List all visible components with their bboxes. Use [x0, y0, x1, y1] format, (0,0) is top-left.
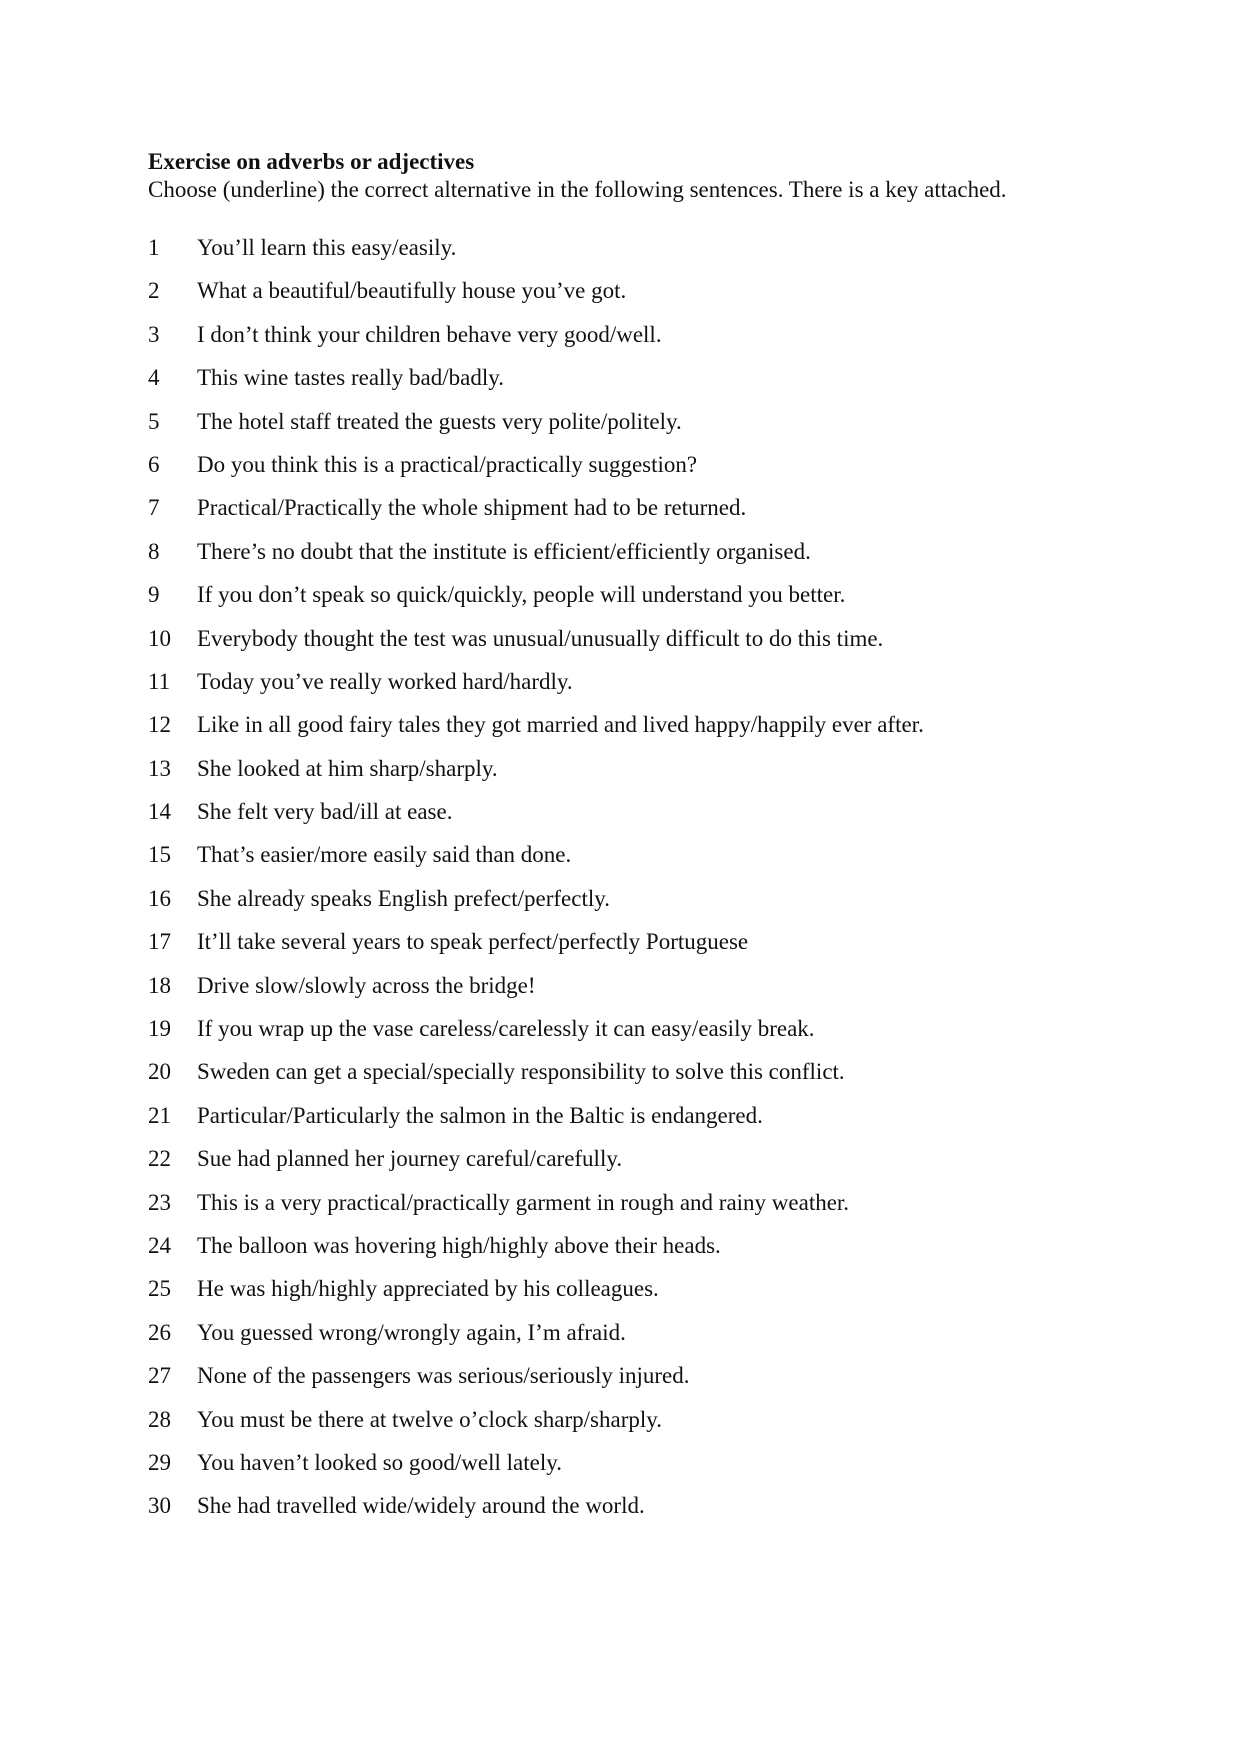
exercise-number: 18 [148, 972, 171, 998]
exercise-number: 19 [148, 1016, 171, 1042]
exercise-number: 11 [148, 668, 171, 694]
exercise-sentence: Do you think this is a practical/practically suggestion? [197, 451, 698, 477]
exercise-sentence: Today you’ve really worked hard/hardly. [197, 668, 573, 694]
exercise-sentence: Sweden can get a special/specially responsibility to solve this conflict. [197, 1059, 845, 1085]
exercise-sentence: This wine tastes really bad/badly. [197, 365, 505, 391]
exercise-number: 17 [148, 929, 171, 955]
exercise-sentence: Practical/Practically the whole shipment had to be returned. [197, 495, 747, 521]
exercise-number: 26 [148, 1319, 171, 1345]
exercise-number: 4 [148, 365, 160, 391]
exercise-sentence: Drive slow/slowly across the bridge! [197, 972, 536, 998]
exercise-number: 13 [148, 755, 171, 781]
exercise-number: 8 [148, 538, 160, 564]
exercise-number: 24 [148, 1232, 171, 1258]
exercise-sentence: Particular/Particularly the salmon in the Baltic is endangered. [197, 1102, 763, 1128]
exercise-number: 20 [148, 1059, 171, 1085]
exercise-sentence: She felt very bad/ill at ease. [197, 799, 453, 825]
exercise-sentence: He was high/highly appreciated by his colleagues. [197, 1276, 659, 1302]
exercise-sentence: What a beautiful/beautifully house you’ve got. [197, 278, 627, 304]
exercise-sentence: Everybody thought the test was unusual/unusually difficult to do this time. [197, 625, 884, 651]
exercise-number: 21 [148, 1102, 171, 1128]
exercise-number: 10 [148, 625, 171, 651]
exercise-sentence: You’ll learn this easy/easily. [197, 235, 457, 260]
exercise-number: 12 [148, 712, 171, 738]
exercise-number: 2 [148, 278, 160, 304]
exercise-number: 23 [148, 1189, 171, 1215]
exercise-sentence: The balloon was hovering high/highly above their heads. [197, 1232, 721, 1258]
exercise-sentence: You haven’t looked so good/well lately. [197, 1449, 562, 1475]
exercise-number: 29 [148, 1449, 171, 1475]
exercise-number: 5 [148, 408, 160, 434]
document-title: Exercise on adverbs or adjectives [148, 149, 475, 174]
exercise-sentence: She already speaks English prefect/perfectly. [197, 885, 610, 911]
exercise-sentence: None of the passengers was serious/seriously injured. [197, 1363, 690, 1389]
exercise-number: 7 [148, 495, 160, 521]
exercise-number: 22 [148, 1146, 171, 1172]
exercise-number: 16 [148, 885, 171, 911]
exercise-sentence: It’ll take several years to speak perfect/perfectly Portuguese [197, 929, 749, 955]
exercise-sentence: You guessed wrong/wrongly again, I’m afraid. [197, 1319, 626, 1345]
exercise-sentence: The hotel staff treated the guests very polite/politely. [197, 408, 682, 434]
exercise-sentence: I don’t think your children behave very good/well. [197, 321, 662, 347]
exercise-number: 25 [148, 1276, 171, 1302]
document-instructions: Choose (underline) the correct alternative in the following sentences. There is a key attached. [148, 177, 1007, 202]
exercise-number: 15 [148, 842, 171, 868]
exercise-number: 28 [148, 1406, 171, 1432]
exercise-sentence: If you wrap up the vase careless/carelessly it can easy/easily break. [197, 1016, 815, 1042]
exercise-sentence: If you don’t speak so quick/quickly, people will understand you better. [197, 582, 846, 608]
exercise-number: 1 [148, 235, 160, 260]
exercise-number: 30 [148, 1493, 171, 1519]
exercise-sentence: There’s no doubt that the institute is efficient/efficiently organised. [197, 538, 811, 564]
exercise-number: 14 [148, 799, 171, 825]
exercise-sentence: This is a very practical/practically garment in rough and rainy weather. [197, 1189, 850, 1215]
exercise-sentence: You must be there at twelve o’clock sharp/sharply. [197, 1406, 663, 1432]
exercise-number: 27 [148, 1363, 171, 1389]
exercise-number: 6 [148, 451, 160, 477]
exercise-sentence: Sue had planned her journey careful/carefully. [197, 1146, 623, 1172]
exercise-sentence: Like in all good fairy tales they got married and lived happy/happily ever after. [197, 712, 924, 738]
exercise-sentence: That’s easier/more easily said than done. [197, 842, 572, 868]
exercise-sentence: She had travelled wide/widely around the world. [197, 1493, 645, 1519]
exercise-number: 3 [148, 321, 160, 347]
exercise-sentence: She looked at him sharp/sharply. [197, 755, 498, 781]
exercise-number: 9 [148, 582, 160, 608]
